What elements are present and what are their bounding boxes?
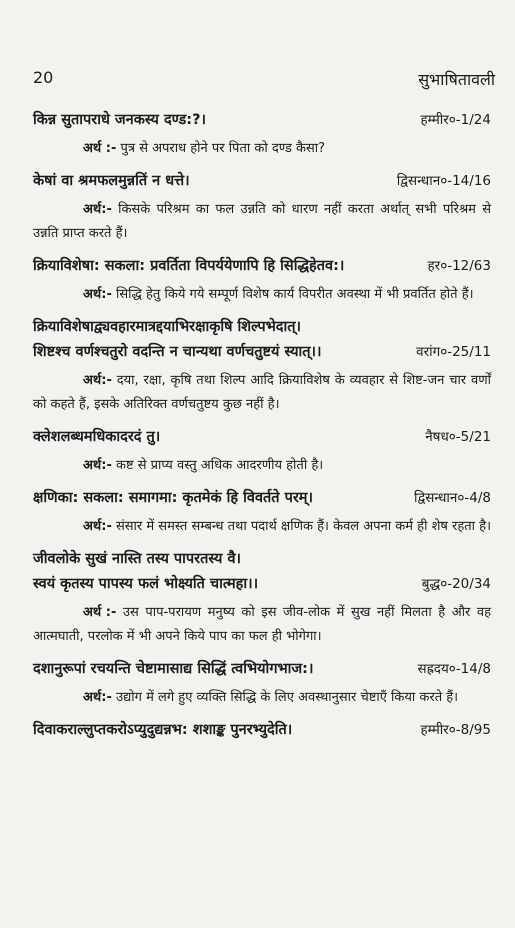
source-reference: द्विसन्धान०-4/8 bbox=[413, 490, 491, 506]
meaning-label: अर्थ:- bbox=[83, 287, 112, 302]
verse-line: किन्न सुतापराधे जनकस्य दण्ड:?। bbox=[33, 112, 207, 128]
meaning-label: अर्थ:- bbox=[83, 690, 112, 705]
entry bbox=[33, 425, 491, 478]
verse-line: स्वयं कृतस्य पापस्य फलं भोक्ष्यति चात्महा।। bbox=[33, 576, 259, 592]
meaning-text: किसके परिश्रम का फल उन्नति को धारण नहीं करता अर्थात् सभी परिश्रम से उन्नति प्राप्त करते हैं। bbox=[33, 202, 491, 241]
source-reference: हर०-12/63 bbox=[427, 258, 491, 274]
source-reference: बुद्ध०-20/34 bbox=[421, 576, 491, 592]
meaning-text: दया, रक्षा, कृषि तथा शिल्प आदि क्रियाविशेष के व्यवहार से शिष्ट-जन चार वर्णों को कहते हैं, इसके अतिरिक्त वर्णचतुष्टय कुछ नहीं है। bbox=[33, 373, 491, 412]
meaning bbox=[33, 515, 491, 539]
verse bbox=[33, 169, 491, 194]
verse-line: क्षणिका: सकला: समागमा: कृतमेकं हि विवर्तते परम्। bbox=[33, 490, 313, 506]
entries-list bbox=[33, 108, 491, 751]
verse-line: दिवाकराल्लुप्तकरोऽप्युदुद्यन्नभ: शशाङ्क पुनरभ्युदेति। bbox=[33, 722, 293, 738]
entry bbox=[33, 547, 491, 649]
meaning-text: सिद्धि हेतु किये गये सम्पूर्ण विशेष कार्य विपरीत अवस्था में भी प्रवर्तित होते हैं। bbox=[115, 287, 474, 302]
meaning-text: संसार में समस्त सम्बन्ध तथा पदार्थ क्षणिक हैं। केवल अपना कर्म ही शेष रहता है। bbox=[115, 519, 492, 534]
entry bbox=[33, 254, 491, 307]
verse-line: क्लेशलब्धमधिकादरदं तु। bbox=[33, 429, 161, 445]
verse bbox=[33, 315, 491, 365]
meaning-label: अर्थ:- bbox=[83, 458, 112, 473]
entry bbox=[33, 718, 491, 743]
entry bbox=[33, 486, 491, 539]
verse bbox=[33, 254, 491, 279]
source-reference: सह्रदय०-14/8 bbox=[417, 661, 491, 677]
verse-line: केषां वा श्रमफलमुन्नतिं न धत्ते। bbox=[33, 173, 190, 189]
meaning-label: अर्थ:- bbox=[83, 519, 112, 534]
meaning bbox=[33, 454, 491, 478]
entry bbox=[33, 315, 491, 417]
verse bbox=[33, 657, 491, 682]
source-reference: नैषध०-5/21 bbox=[425, 429, 491, 445]
verse-line: शिष्टश्च वर्णश्चतुरो वदन्ति न चान्यथा वर्णचतुष्टयं स्यात्।। bbox=[33, 344, 322, 360]
meaning bbox=[33, 198, 491, 246]
page-number: 20 bbox=[33, 68, 54, 87]
meaning bbox=[33, 601, 491, 649]
verse bbox=[33, 108, 491, 133]
meaning-text: उस पाप-परायण मनुष्य को इस जीव-लोक में सुख नहीं मिलता है और वह आत्मघाती, परलोक में भी अपने किये पाप का फल ही भोगेगा। bbox=[33, 605, 491, 644]
meaning-label: अर्थ:- bbox=[83, 202, 112, 217]
meaning-label: अर्थ:- bbox=[83, 373, 112, 388]
source-reference: हम्मीर०-8/95 bbox=[420, 722, 491, 738]
source-reference: द्विसन्धान०-14/16 bbox=[396, 173, 491, 189]
verse bbox=[33, 718, 491, 743]
verse-line: क्रियाविशेषाद्व्यवहारमात्रद्दयाभिरक्षाकृषि शिल्पभेदात्। bbox=[33, 319, 302, 335]
meaning bbox=[33, 283, 491, 307]
source-reference: वरांग०-25/11 bbox=[416, 344, 491, 360]
meaning-text: पुत्र से अपराध होने पर पिता को दण्ड कैसा? bbox=[120, 141, 326, 156]
meaning-label: अर्थ :- bbox=[83, 141, 117, 156]
meaning bbox=[33, 137, 491, 161]
verse bbox=[33, 547, 491, 597]
meaning-label: अर्थ :- bbox=[83, 605, 117, 620]
verse-line: क्रियाविशेषा: सकला: प्रवर्तिता विपर्ययेणापि हि सिद्धिहेतव:। bbox=[33, 258, 345, 274]
meaning bbox=[33, 686, 491, 710]
verse-line: जीवलोके सुखं नास्ति तस्य पापरतस्य वै। bbox=[33, 551, 242, 567]
verse bbox=[33, 486, 491, 511]
entry bbox=[33, 169, 491, 246]
source-reference: हम्मीर०-1/24 bbox=[420, 112, 491, 128]
entry bbox=[33, 108, 491, 161]
book-title: सुभाषितावली bbox=[418, 70, 495, 89]
verse bbox=[33, 425, 491, 450]
meaning-text: कष्ट से प्राप्य वस्तु अधिक आदरणीय होती है। bbox=[115, 458, 324, 473]
meaning-text: उद्योग में लगे हुए व्यक्ति सिद्धि के लिए अवस्थानुसार चेष्टाएँ किया करते हैं। bbox=[115, 690, 459, 705]
meaning bbox=[33, 369, 491, 417]
entry bbox=[33, 657, 491, 710]
verse-line: दशानुरूपां रचयन्ति चेष्टामासाद्य सिद्धिं त्वभियोगभाज:। bbox=[33, 661, 314, 677]
